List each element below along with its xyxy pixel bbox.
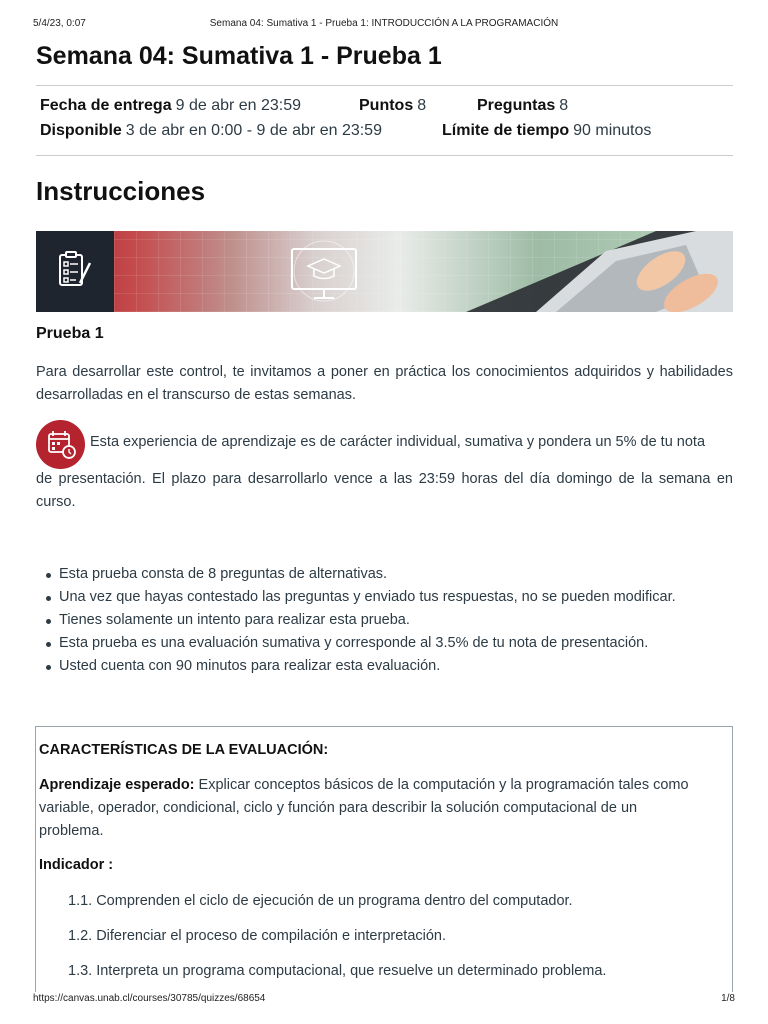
- print-date: 5/4/23, 0:07: [33, 18, 86, 29]
- points-label: Puntos: [359, 97, 414, 114]
- availability: [40, 122, 382, 140]
- experience-line-2: de presentación. El plazo para desarrollarlo vence a las 23:59 horas del día domingo de la semana en curso.: [36, 471, 733, 510]
- laptop-hands-illustration: [456, 231, 733, 312]
- indicator-label: Indicador :: [39, 857, 114, 873]
- instructions-heading: Instrucciones: [36, 176, 206, 206]
- monitor-graduation-icon: [284, 239, 394, 305]
- list-item: Usted cuenta con 90 minutos para realizar esta evaluación.: [59, 655, 739, 678]
- list-item: Tienes solamente un intento para realizar esta prueba.: [59, 609, 739, 632]
- instructions-banner: [36, 231, 733, 312]
- intro-paragraph: Para desarrollar este control, te invitamos a poner en práctica los conocimientos adquiridos y habilidades desarrolladas en el transcurso de estas semanas.: [36, 364, 733, 403]
- time-limit-label: Límite de tiempo: [442, 122, 570, 139]
- print-document-title: Semana 04: Sumativa 1 - Prueba 1: INTRODUCCIÓN A LA PROGRAMACIÓN: [209, 18, 559, 29]
- points: [359, 97, 426, 115]
- questions-value: 8: [559, 97, 569, 114]
- expected-learning-text: Explicar conceptos básicos de la computación y la programación tales como variable, operador, condicional, ciclo y función para describir la solución computacional de un problema.: [39, 777, 689, 839]
- page-number: 1/8: [721, 993, 735, 1004]
- due-date: [40, 97, 301, 115]
- expected-learning: [39, 774, 699, 843]
- points-value: 8: [417, 97, 427, 114]
- page-title: Semana 04: Sumativa 1 - Prueba 1: [36, 42, 442, 70]
- calendar-clock-badge: [36, 420, 85, 469]
- checklist-icon: [36, 231, 114, 312]
- list-item: Esta prueba consta de 8 preguntas de alternativas.: [59, 563, 739, 586]
- evaluation-characteristics-box: [35, 726, 733, 1024]
- list-item: Esta prueba es una evaluación sumativa y corresponde al 3.5% de tu nota de presentación.: [59, 632, 739, 655]
- due-value: 9 de abr en 23:59: [175, 97, 302, 114]
- questions-label: Preguntas: [477, 97, 556, 114]
- expected-learning-label: Aprendizaje esperado:: [39, 777, 195, 793]
- indicator-item: 1.2. Diferenciar el proceso de compilación e interpretación.: [68, 928, 447, 944]
- available-label: Disponible: [40, 122, 122, 139]
- time-limit-value: 90 minutos: [573, 122, 652, 139]
- divider-meta: [36, 155, 733, 156]
- indicator-item: 1.3. Interpreta un programa computacional, que resuelve un determinado problema.: [68, 963, 607, 979]
- indicator-item: 1.1. Comprenden el ciclo de ejecución de un programa dentro del computador.: [68, 893, 573, 909]
- experience-line-1: Esta experiencia de aprendizaje es de carácter individual, sumativa y pondera un 5% de tu nota: [90, 434, 706, 450]
- divider-top: [36, 85, 733, 86]
- instructions-bullet-list: [59, 563, 739, 678]
- due-label: Fecha de entrega: [40, 97, 172, 114]
- time-limit: [442, 122, 651, 140]
- instructions-subheading: Prueba 1: [36, 325, 104, 342]
- print-footer: [0, 992, 768, 1024]
- print-url: https://canvas.unab.cl/courses/30785/quizzes/68654: [33, 993, 266, 1004]
- banner-icon-panel: [36, 231, 114, 312]
- list-item: Una vez que hayas contestado las preguntas y enviado tus respuestas, no se pueden modificar.: [59, 586, 739, 609]
- evaluation-title: CARACTERÍSTICAS DE LA EVALUACIÓN:: [39, 742, 329, 758]
- available-value: 3 de abr en 0:00 - 9 de abr en 23:59: [125, 122, 382, 139]
- questions: [477, 97, 568, 115]
- calendar-clock-icon: [36, 420, 85, 469]
